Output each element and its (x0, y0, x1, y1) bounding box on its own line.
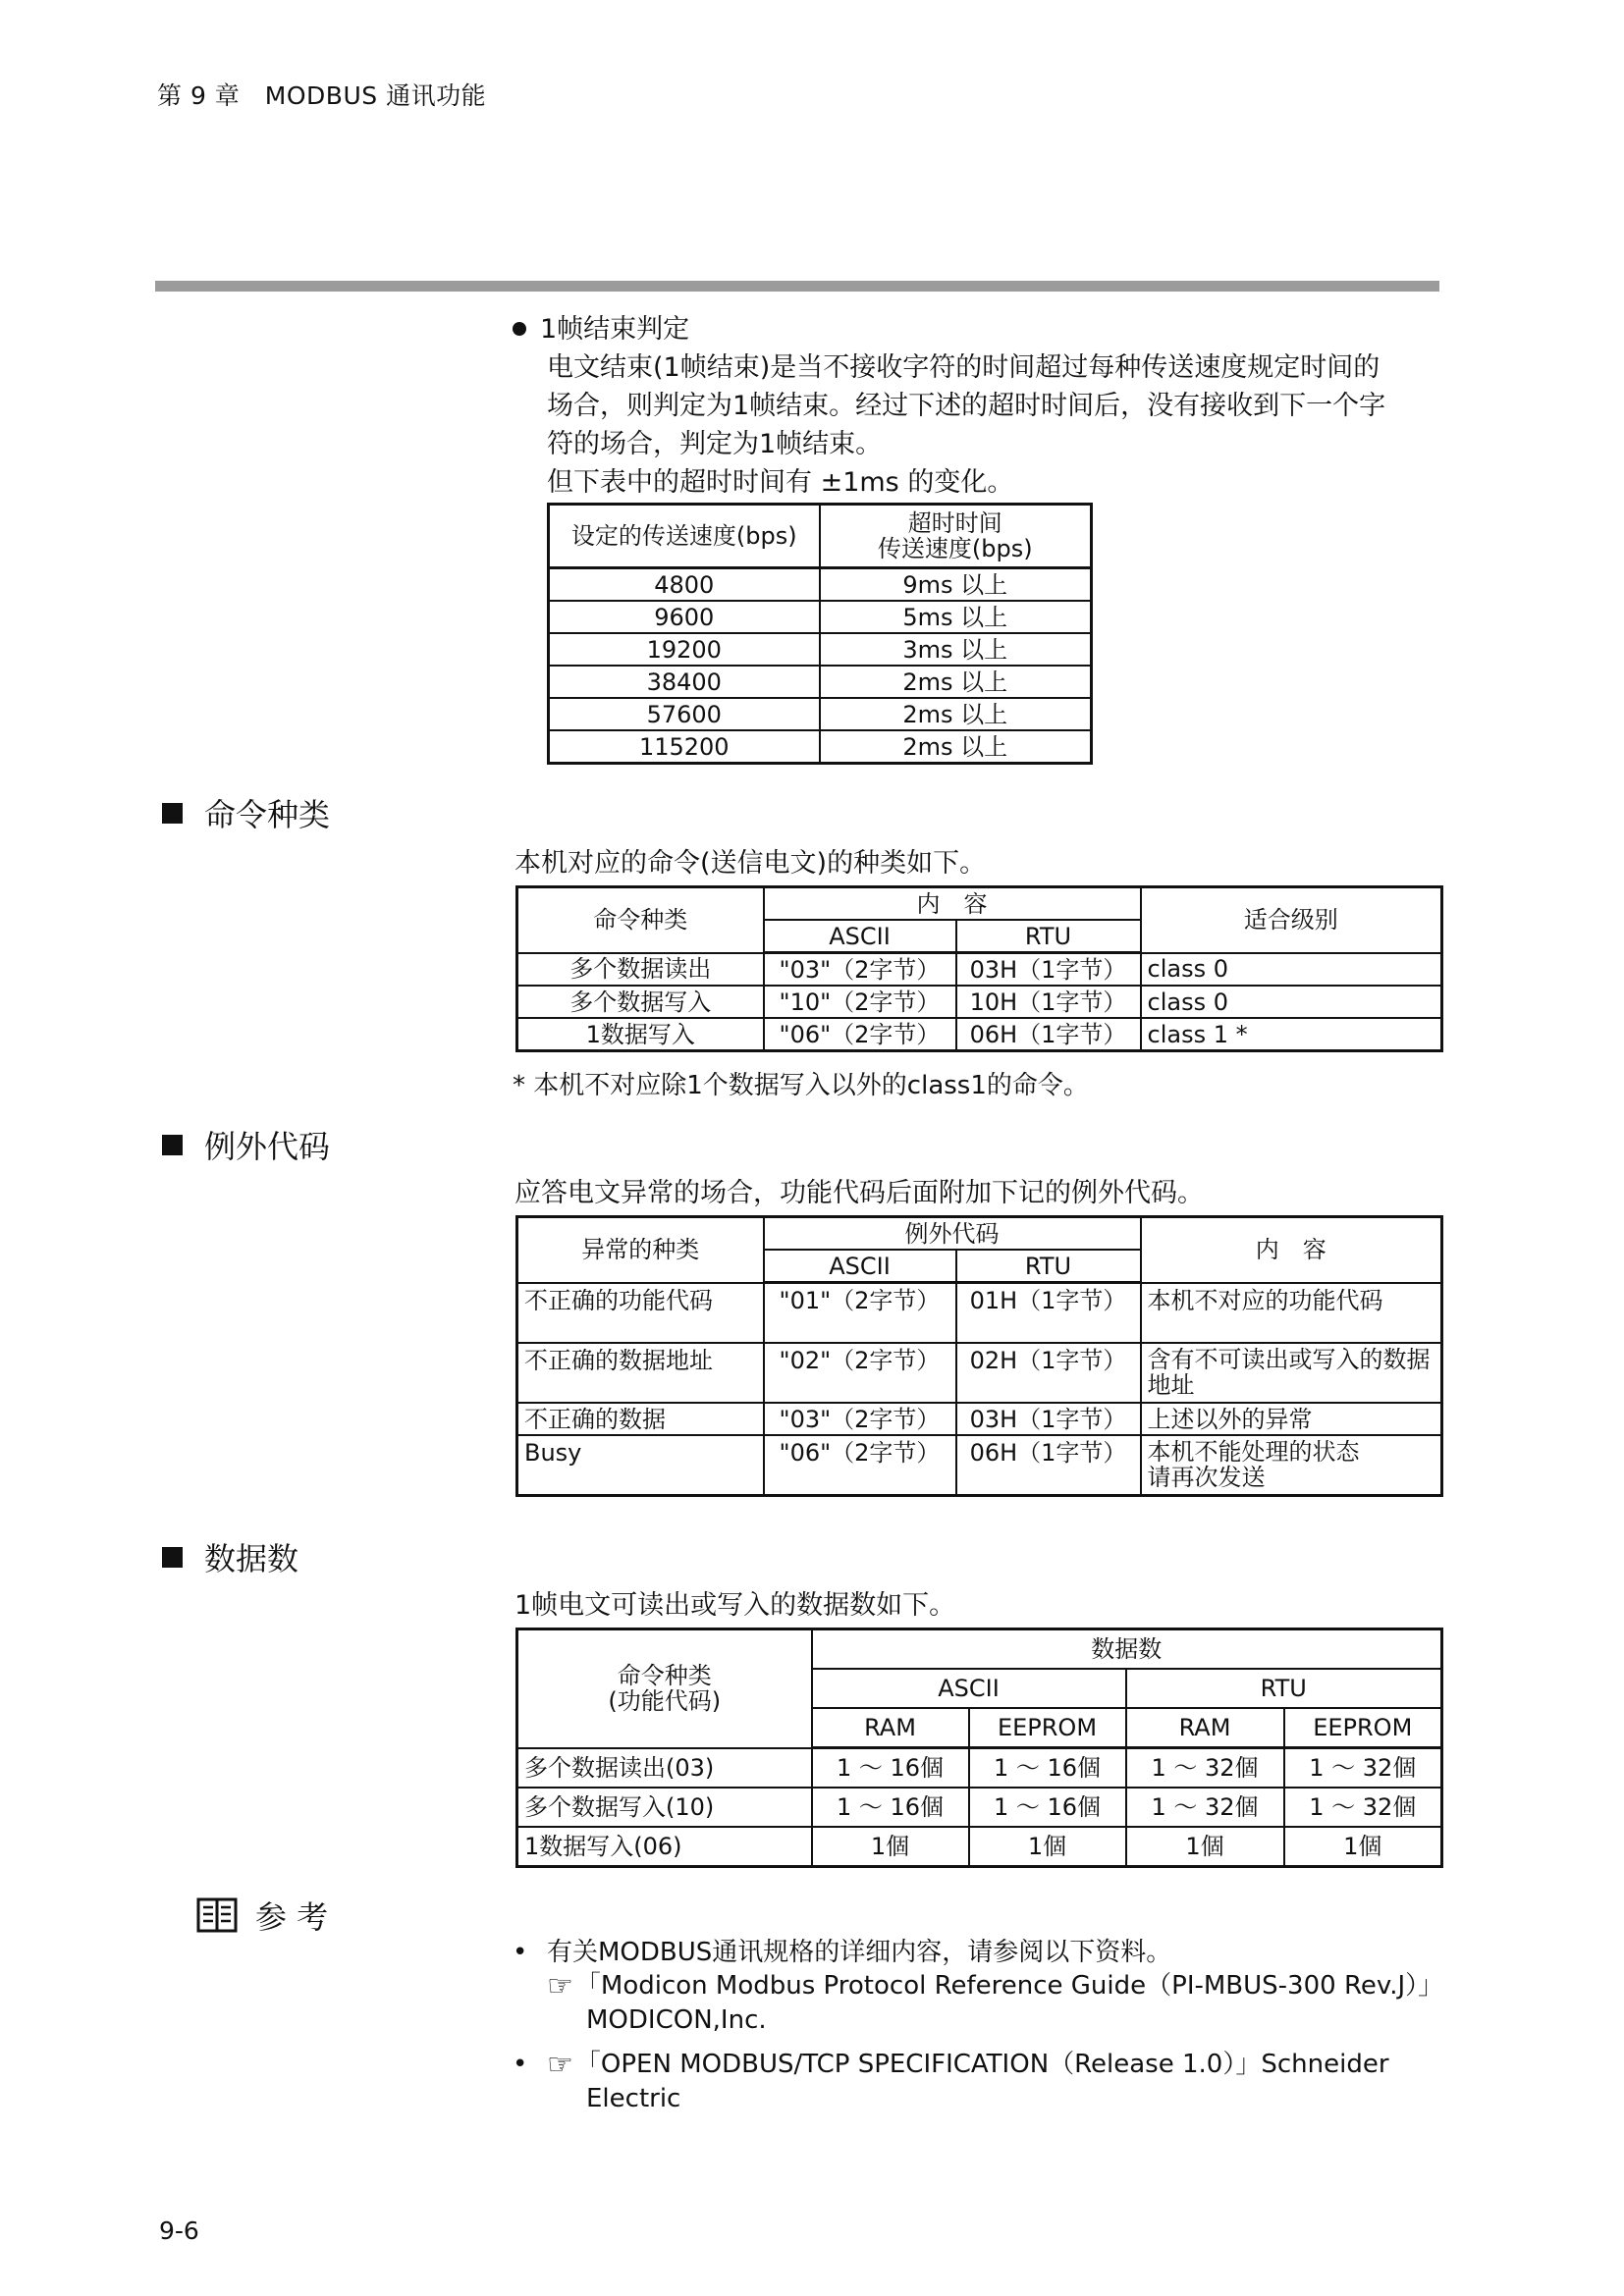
square-bullet-icon (162, 1135, 183, 1155)
table-row: 115200 2ms 以上 (549, 730, 1092, 764)
header-rule (155, 281, 1439, 292)
table-header-cell: 内 容 (1141, 1217, 1442, 1283)
paragraph-line: 场合，则判定为1帧结束。经过下述的超时时间后，没有接收到下一个字 (547, 391, 1386, 421)
paragraph-line: 但下表中的超时时间有 ±1ms 的变化。 (547, 467, 1014, 498)
table-header-cell: 命令种类 (功能代码) (517, 1629, 812, 1748)
table-header-cell: RAM (812, 1708, 969, 1748)
frame-end-paragraph (547, 348, 1442, 502)
bullet-icon: • (513, 1938, 528, 1967)
commands-intro: 本机对应的命令(送信电文)的种类如下。 (514, 848, 987, 879)
table-row: 多个数据写入(10) 1 ～ 16個 1 ～ 16個 1 ～ 32個 1 ～ 32個 (517, 1788, 1442, 1827)
reference-item: • 有关MODBUS通讯规格的详细内容，请参阅以下资料。 ☞「Modicon Modbus Protocol Reference Guide（PI-MBUS-300 Rev.J）」 MODICON,Inc. (513, 1938, 1444, 2035)
table-header-cell: 异常的种类 (517, 1217, 764, 1283)
table-row: 多个数据读出 "03"（2字节） 03H（1字节） class 0 (517, 953, 1442, 987)
exceptions-intro: 应答电文异常的场合，功能代码后面附加下记的例外代码。 (514, 1178, 1204, 1208)
table-row: 9600 5ms 以上 (549, 601, 1092, 633)
table-row: 1数据写入 "06"（2字节） 06H（1字节） class 1 * (517, 1018, 1442, 1051)
table-header-cell: RAM (1126, 1708, 1284, 1748)
table-header-cell: ASCII (812, 1669, 1126, 1708)
data-count-intro: 1帧电文可读出或写入的数据数如下。 (514, 1590, 956, 1621)
table-header-cell: ASCII (764, 920, 956, 953)
table-header-cell: 内 容 (764, 887, 1141, 921)
commands-footnote: * 本机不对应除1个数据写入以外的class1的命令。 (513, 1071, 1089, 1100)
section-heading-data-count: 数据数 (162, 1539, 298, 1578)
table-row: 不正确的功能代码 "01"（2字节） 01H（1字节） 本机不对应的功能代码 (517, 1283, 1442, 1344)
table-header-cell: 设定的传送速度(bps) (549, 505, 820, 568)
pointing-hand-icon: ☞ (547, 2048, 573, 2082)
table-row: Busy "06"（2字节） 06H（1字节） 本机不能处理的状态 请再次发送 (517, 1435, 1442, 1496)
bullet-icon: • (513, 2050, 528, 2079)
table-header-cell: 数据数 (812, 1629, 1442, 1670)
reference-link[interactable]: 「OPEN MODBUS/TCP SPECIFICATION（Release 1.0）」Schneider (574, 2050, 1389, 2079)
timeout-table (547, 503, 1093, 765)
chapter-header: 第 9 章 MODBUS 通讯功能 (157, 81, 487, 110)
paragraph-line: 符的场合，判定为1帧结束。 (547, 429, 883, 459)
table-header-cell: RTU (956, 920, 1141, 953)
reference-link[interactable]: 「Modicon Modbus Protocol Reference Guide（PI-MBUS-300 Rev.J）」 (574, 1971, 1444, 2001)
reference-heading: 参 考 (196, 1896, 328, 1943)
table-row: 57600 2ms 以上 (549, 698, 1092, 730)
table-row: 不正确的数据地址 "02"（2字节） 02H（1字节） 含有不可读出或写入的数据地址 (517, 1343, 1442, 1403)
paragraph-line: 电文结束(1帧结束)是当不接收字符的时间超过每种传送速度规定时间的 (547, 352, 1380, 383)
table-header-cell: ASCII (764, 1250, 956, 1283)
data-count-table (515, 1628, 1443, 1868)
table-row: 38400 2ms 以上 (549, 666, 1092, 698)
square-bullet-icon (162, 1547, 183, 1568)
table-header-cell: 例外代码 (764, 1217, 1141, 1251)
table-header-cell: RTU (1126, 1669, 1442, 1708)
table-header-cell: 超时时间 传送速度(bps) (820, 505, 1092, 568)
exception-table (515, 1215, 1443, 1497)
table-header-cell: RTU (956, 1250, 1141, 1283)
table-header-cell: 适合级别 (1141, 887, 1442, 953)
table-row: 多个数据读出(03) 1 ～ 16個 1 ～ 16個 1 ～ 32個 1 ～ 32個 (517, 1748, 1442, 1788)
table-header-cell: 命令种类 (517, 887, 764, 953)
table-header-cell: EEPROM (969, 1708, 1126, 1748)
pointing-hand-icon: ☞ (547, 1969, 573, 2003)
table-row: 19200 3ms 以上 (549, 633, 1092, 666)
section-heading-exceptions: 例外代码 (162, 1127, 330, 1166)
table-row: 不正确的数据 "03"（2字节） 03H（1字节） 上述以外的异常 (517, 1403, 1442, 1435)
table-row: 1数据写入(06) 1個 1個 1個 1個 (517, 1827, 1442, 1867)
reference-item: • ☞「OPEN MODBUS/TCP SPECIFICATION（Release 1.0）」Schneider Electric (513, 2048, 1389, 2113)
table-row: 4800 9ms 以上 (549, 568, 1092, 602)
table-header-cell: EEPROM (1284, 1708, 1442, 1748)
page-number: 9-6 (159, 2216, 199, 2245)
book-icon (196, 1896, 238, 1943)
frame-end-title: 1帧结束判定 (540, 314, 690, 345)
section-heading-commands: 命令种类 (162, 795, 330, 834)
bullet-icon (513, 322, 526, 336)
square-bullet-icon (162, 803, 183, 824)
command-table (515, 885, 1443, 1052)
frame-end-bullet (513, 310, 689, 348)
table-row: 多个数据写入 "10"（2字节） 10H（1字节） class 0 (517, 986, 1442, 1018)
